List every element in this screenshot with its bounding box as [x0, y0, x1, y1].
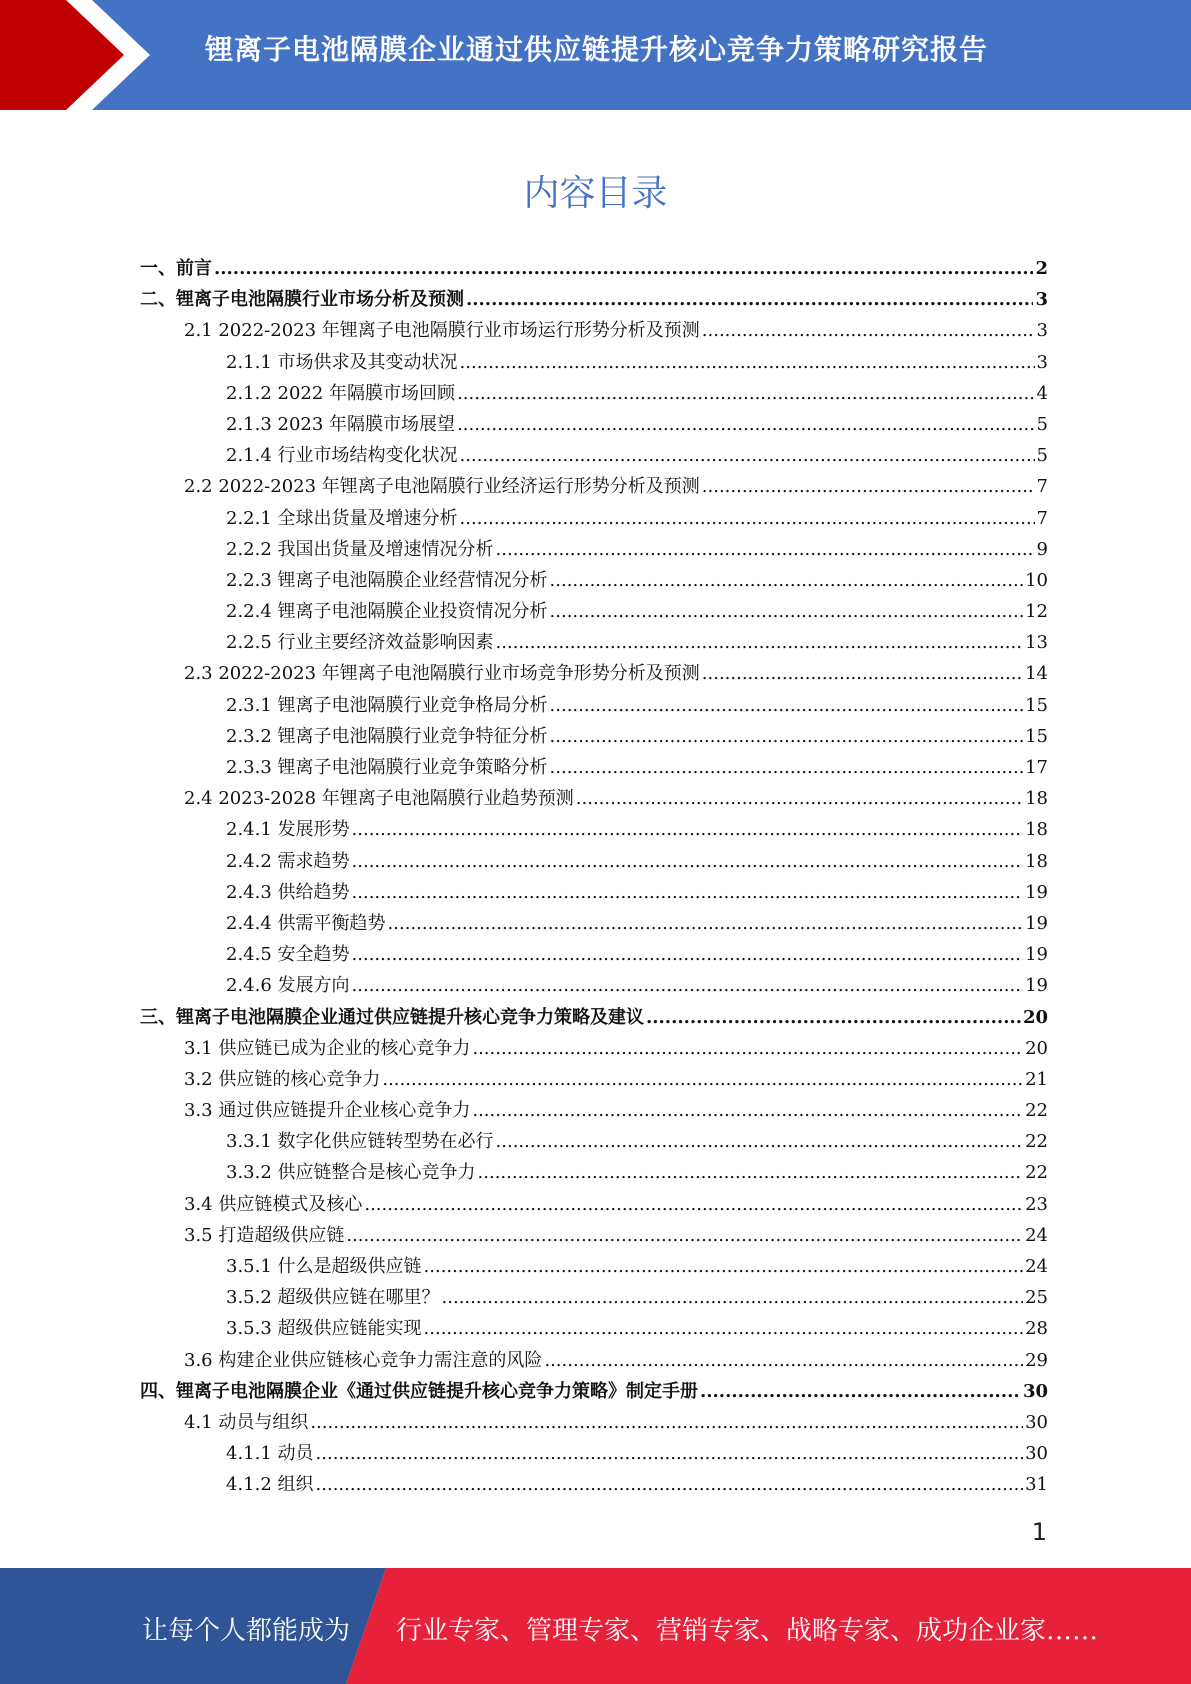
- toc-dot-leader: [457, 409, 1034, 440]
- toc-entry-page: 30: [1025, 1443, 1048, 1465]
- toc-dot-leader: [702, 315, 1035, 346]
- toc-entry-title: 4.1.2 组织: [226, 1474, 314, 1496]
- toc-entry[interactable]: [140, 534, 1048, 565]
- toc-entry-title: 2.4.3 供给趋势: [226, 881, 350, 903]
- toc-dot-leader: [550, 690, 1024, 721]
- toc-entry[interactable]: [140, 1407, 1048, 1438]
- toc-entry-page: 19: [1025, 912, 1048, 934]
- toc-entry-page: 3: [1035, 289, 1048, 311]
- toc-entry-page: 7: [1036, 476, 1048, 498]
- toc-entry-page: 25: [1025, 1287, 1048, 1309]
- toc-entry-title: 2.4.5 安全趋势: [226, 944, 350, 966]
- toc-dot-leader: [352, 970, 1024, 1001]
- toc-entry-page: 22: [1025, 1162, 1048, 1184]
- toc-entry[interactable]: [140, 721, 1048, 752]
- toc-entry-title: 3.4 供应链模式及核心: [184, 1193, 363, 1215]
- toc-entry-page: 28: [1025, 1318, 1048, 1340]
- toc-entry[interactable]: [140, 877, 1048, 908]
- toc-entry[interactable]: [140, 1126, 1048, 1157]
- toc-entry[interactable]: [140, 939, 1048, 970]
- toc-entry-page: 9: [1036, 538, 1048, 560]
- toc-entry-title: 3.6 构建企业供应链核心竞争力需注意的风险: [184, 1349, 543, 1371]
- toc-entry-title: 3.3.1 数字化供应链转型势在必行: [226, 1131, 494, 1153]
- toc-entry-title: 2.3 2022-2023 年锂离子电池隔膜行业市场竞争形势分析及预测: [184, 663, 700, 685]
- toc-entry-title: 4.1 动员与组织: [184, 1411, 309, 1433]
- toc-dot-leader: [316, 1469, 1024, 1500]
- toc-entry-page: 10: [1025, 569, 1048, 591]
- toc-dot-leader: [352, 846, 1024, 877]
- toc-entry[interactable]: [140, 378, 1048, 409]
- toc-dot-leader: [496, 534, 1035, 565]
- toc-dot-leader: [346, 1220, 1023, 1251]
- toc-entry[interactable]: [140, 1345, 1048, 1376]
- header-banner: [0, 0, 1191, 110]
- toc-entry-title: 3.5 打造超级供应链: [184, 1224, 345, 1246]
- toc-dot-leader: [478, 1157, 1024, 1188]
- toc-entry-page: 29: [1025, 1349, 1048, 1371]
- toc-dot-leader: [442, 1282, 1024, 1313]
- toc-dot-leader: [352, 939, 1024, 970]
- toc-entry-page: 13: [1025, 632, 1048, 654]
- toc-entry-page: 19: [1025, 975, 1048, 997]
- toc-entry-title: 3.3.2 供应链整合是核心竞争力: [226, 1162, 476, 1184]
- toc-dot-leader: [646, 1002, 1021, 1033]
- toc-entry[interactable]: [140, 752, 1048, 783]
- toc-dot-leader: [496, 627, 1024, 658]
- toc-entry-page: 5: [1036, 413, 1048, 435]
- toc-entry-title: 2.2.2 我国出货量及增速情况分析: [226, 538, 494, 560]
- toc-entry-title: 2.1.3 2023 年隔膜市场展望: [226, 413, 456, 435]
- toc-entry-title: 2.3.1 锂离子电池隔膜行业竞争格局分析: [226, 694, 548, 716]
- toc-entry-page: 18: [1025, 819, 1048, 841]
- toc-entry-page: 31: [1025, 1474, 1048, 1496]
- toc-entry-title: 一、前言: [140, 258, 212, 279]
- toc-dot-leader: [700, 1376, 1021, 1407]
- toc-entry-title: 2.1.2 2022 年隔膜市场回顾: [226, 382, 456, 404]
- toc-entry-title: 4.1.1 动员: [226, 1443, 314, 1465]
- toc-entry-page: 15: [1025, 694, 1048, 716]
- toc-entry-page: 18: [1025, 850, 1048, 872]
- toc-entry[interactable]: [140, 783, 1048, 814]
- toc-entry[interactable]: [140, 409, 1048, 440]
- toc-entry-title: 2.4.6 发展方向: [226, 975, 350, 997]
- toc-entry[interactable]: [140, 846, 1048, 877]
- toc-entry[interactable]: [140, 1282, 1048, 1313]
- toc-entry[interactable]: [140, 1313, 1048, 1344]
- toc-dot-leader: [702, 471, 1035, 502]
- toc-entry[interactable]: [140, 1220, 1048, 1251]
- toc-dot-leader: [460, 503, 1035, 534]
- toc-entry-title: 四、锂离子电池隔膜企业《通过供应链提升核心竞争力策略》制定手册: [140, 1380, 698, 1402]
- toc-entry-title: 2.2.5 行业主要经济效益影响因素: [226, 632, 494, 654]
- toc-dot-leader: [550, 721, 1024, 752]
- toc-entry-page: 17: [1025, 757, 1048, 778]
- toc-entry[interactable]: [140, 1157, 1048, 1188]
- toc-entry-title: 2.3.2 锂离子电池隔膜行业竞争特征分析: [226, 725, 548, 747]
- toc-dot-leader: [466, 284, 1033, 315]
- toc-dot-leader: [310, 1407, 1023, 1438]
- toc-entry-page: 3: [1036, 351, 1048, 373]
- toc-entry-title: 2.4.1 发展形势: [226, 819, 350, 841]
- footer-banner: [0, 1568, 1191, 1684]
- toc-dot-leader: [702, 658, 1023, 689]
- toc-entry-page: 20: [1025, 1037, 1048, 1059]
- toc-entry-page: 21: [1025, 1068, 1048, 1090]
- toc-entry-title: 3.5.1 什么是超级供应链: [226, 1256, 422, 1277]
- toc-dot-leader: [496, 1126, 1024, 1157]
- toc-entry[interactable]: [140, 1251, 1048, 1282]
- toc-entry[interactable]: [140, 814, 1048, 845]
- toc-entry-page: 23: [1025, 1193, 1048, 1215]
- toc-entry[interactable]: [140, 1438, 1048, 1469]
- toc-entry-page: 22: [1025, 1100, 1048, 1122]
- toc-entry[interactable]: [140, 471, 1048, 502]
- toc-heading: 内容目录: [523, 173, 668, 214]
- toc-entry-title: 2.2 2022-2023 年锂离子电池隔膜行业经济运行形势分析及预测: [184, 476, 700, 498]
- toc-entry-title: 3.1 供应链已成为企业的核心竞争力: [184, 1037, 471, 1059]
- toc-entry[interactable]: [140, 1002, 1048, 1033]
- toc-entry-title: 三、锂离子电池隔膜企业通过供应链提升核心竞争力策略及建议: [140, 1006, 644, 1028]
- toc-entry-page: 20: [1022, 1006, 1048, 1028]
- toc-entry[interactable]: [140, 284, 1048, 315]
- toc-entry-page: 15: [1025, 725, 1048, 747]
- footer-slogan-left: 让每个人都能成为: [142, 1616, 351, 1646]
- toc-entry[interactable]: [140, 1189, 1048, 1220]
- toc-entry-title: 3.5.2 超级供应链在哪里？: [226, 1287, 440, 1309]
- toc-dot-leader: [576, 783, 1023, 814]
- toc-entry-page: 7: [1036, 507, 1048, 529]
- toc-entry-page: 12: [1025, 601, 1048, 623]
- toc-entry[interactable]: [140, 1064, 1048, 1095]
- toc-entry-title: 2.4.2 需求趋势: [226, 850, 350, 872]
- toc-dot-leader: [460, 440, 1035, 471]
- report-title: 锂离子电池隔膜企业通过供应链提升核心竞争力策略研究报告: [205, 33, 989, 66]
- page-number: 1: [1031, 1518, 1047, 1546]
- toc-entry-title: 2.1 2022-2023 年锂离子电池隔膜行业市场运行形势分析及预测: [184, 320, 700, 342]
- toc-entry-title: 3.5.3 超级供应链能实现: [226, 1318, 422, 1340]
- toc-entry-title: 二、锂离子电池隔膜行业市场分析及预测: [140, 289, 464, 311]
- toc-entry[interactable]: [140, 1095, 1048, 1126]
- toc-entry-page: 2: [1035, 258, 1048, 279]
- toc-entry[interactable]: [140, 1033, 1048, 1064]
- toc-entry-page: 19: [1025, 944, 1048, 966]
- toc-entry-page: 3: [1036, 320, 1048, 342]
- toc-entry[interactable]: [140, 908, 1048, 939]
- toc-dot-leader: [316, 1438, 1024, 1469]
- toc-entry-title: 3.3 通过供应链提升企业核心竞争力: [184, 1100, 471, 1122]
- toc-entry-title: 2.1.4 行业市场结构变化状况: [226, 445, 458, 467]
- toc-entry[interactable]: [140, 1376, 1048, 1407]
- toc-entry-title: 2.1.1 市场供求及其变动状况: [226, 351, 458, 373]
- toc-entry-title: 2.4 2023-2028 年锂离子电池隔膜行业趋势预测: [184, 788, 574, 810]
- toc-entry-page: 24: [1025, 1224, 1048, 1246]
- toc-dot-leader: [544, 1345, 1023, 1376]
- toc-entry-page: 24: [1025, 1256, 1048, 1277]
- toc-entry[interactable]: [140, 1469, 1048, 1500]
- toc-entry-page: 4: [1036, 382, 1048, 404]
- toc-entry[interactable]: [140, 690, 1048, 721]
- toc-entry[interactable]: [140, 970, 1048, 1001]
- toc-dot-leader: [460, 347, 1035, 378]
- toc-dot-leader: [214, 253, 1033, 284]
- toc-entry[interactable]: [140, 503, 1048, 534]
- toc-dot-leader: [352, 814, 1024, 845]
- toc-dot-leader: [472, 1033, 1023, 1064]
- table-of-contents: [140, 253, 1048, 1501]
- toc-dot-leader: [550, 565, 1024, 596]
- toc-entry-title: 2.2.3 锂离子电池隔膜企业经营情况分析: [226, 569, 548, 591]
- toc-entry-title: 2.2.4 锂离子电池隔膜企业投资情况分析: [226, 601, 548, 623]
- toc-entry[interactable]: [140, 253, 1048, 284]
- toc-entry-page: 18: [1025, 788, 1048, 810]
- toc-dot-leader: [424, 1313, 1024, 1344]
- toc-entry-page: 22: [1025, 1131, 1048, 1153]
- toc-entry-page: 14: [1025, 663, 1048, 685]
- toc-entry-page: 5: [1036, 445, 1048, 467]
- toc-dot-leader: [457, 378, 1034, 409]
- toc-entry-page: 30: [1025, 1411, 1048, 1433]
- toc-dot-leader: [550, 596, 1024, 627]
- toc-entry-title: 3.2 供应链的核心竞争力: [184, 1068, 381, 1090]
- toc-entry[interactable]: [140, 315, 1048, 346]
- toc-entry-page: 30: [1022, 1380, 1048, 1402]
- toc-entry-title: 2.2.1 全球出货量及增速分析: [226, 507, 458, 529]
- toc-dot-leader: [388, 908, 1024, 939]
- toc-entry[interactable]: [140, 627, 1048, 658]
- toc-entry[interactable]: [140, 440, 1048, 471]
- toc-entry[interactable]: [140, 658, 1048, 689]
- toc-dot-leader: [472, 1095, 1023, 1126]
- toc-entry[interactable]: [140, 565, 1048, 596]
- toc-entry-title: 2.3.3 锂离子电池隔膜行业竞争策略分析: [226, 757, 548, 778]
- toc-dot-leader: [352, 877, 1024, 908]
- toc-entry[interactable]: [140, 347, 1048, 378]
- toc-dot-leader: [364, 1189, 1023, 1220]
- toc-dot-leader: [424, 1251, 1024, 1282]
- toc-dot-leader: [382, 1064, 1023, 1095]
- footer-slogan-right: 行业专家、管理专家、营销专家、战略专家、成功企业家……: [396, 1616, 1099, 1646]
- toc-entry-page: 19: [1025, 881, 1048, 903]
- toc-dot-leader: [550, 752, 1024, 783]
- toc-entry-title: 2.4.4 供需平衡趋势: [226, 912, 386, 934]
- toc-entry[interactable]: [140, 596, 1048, 627]
